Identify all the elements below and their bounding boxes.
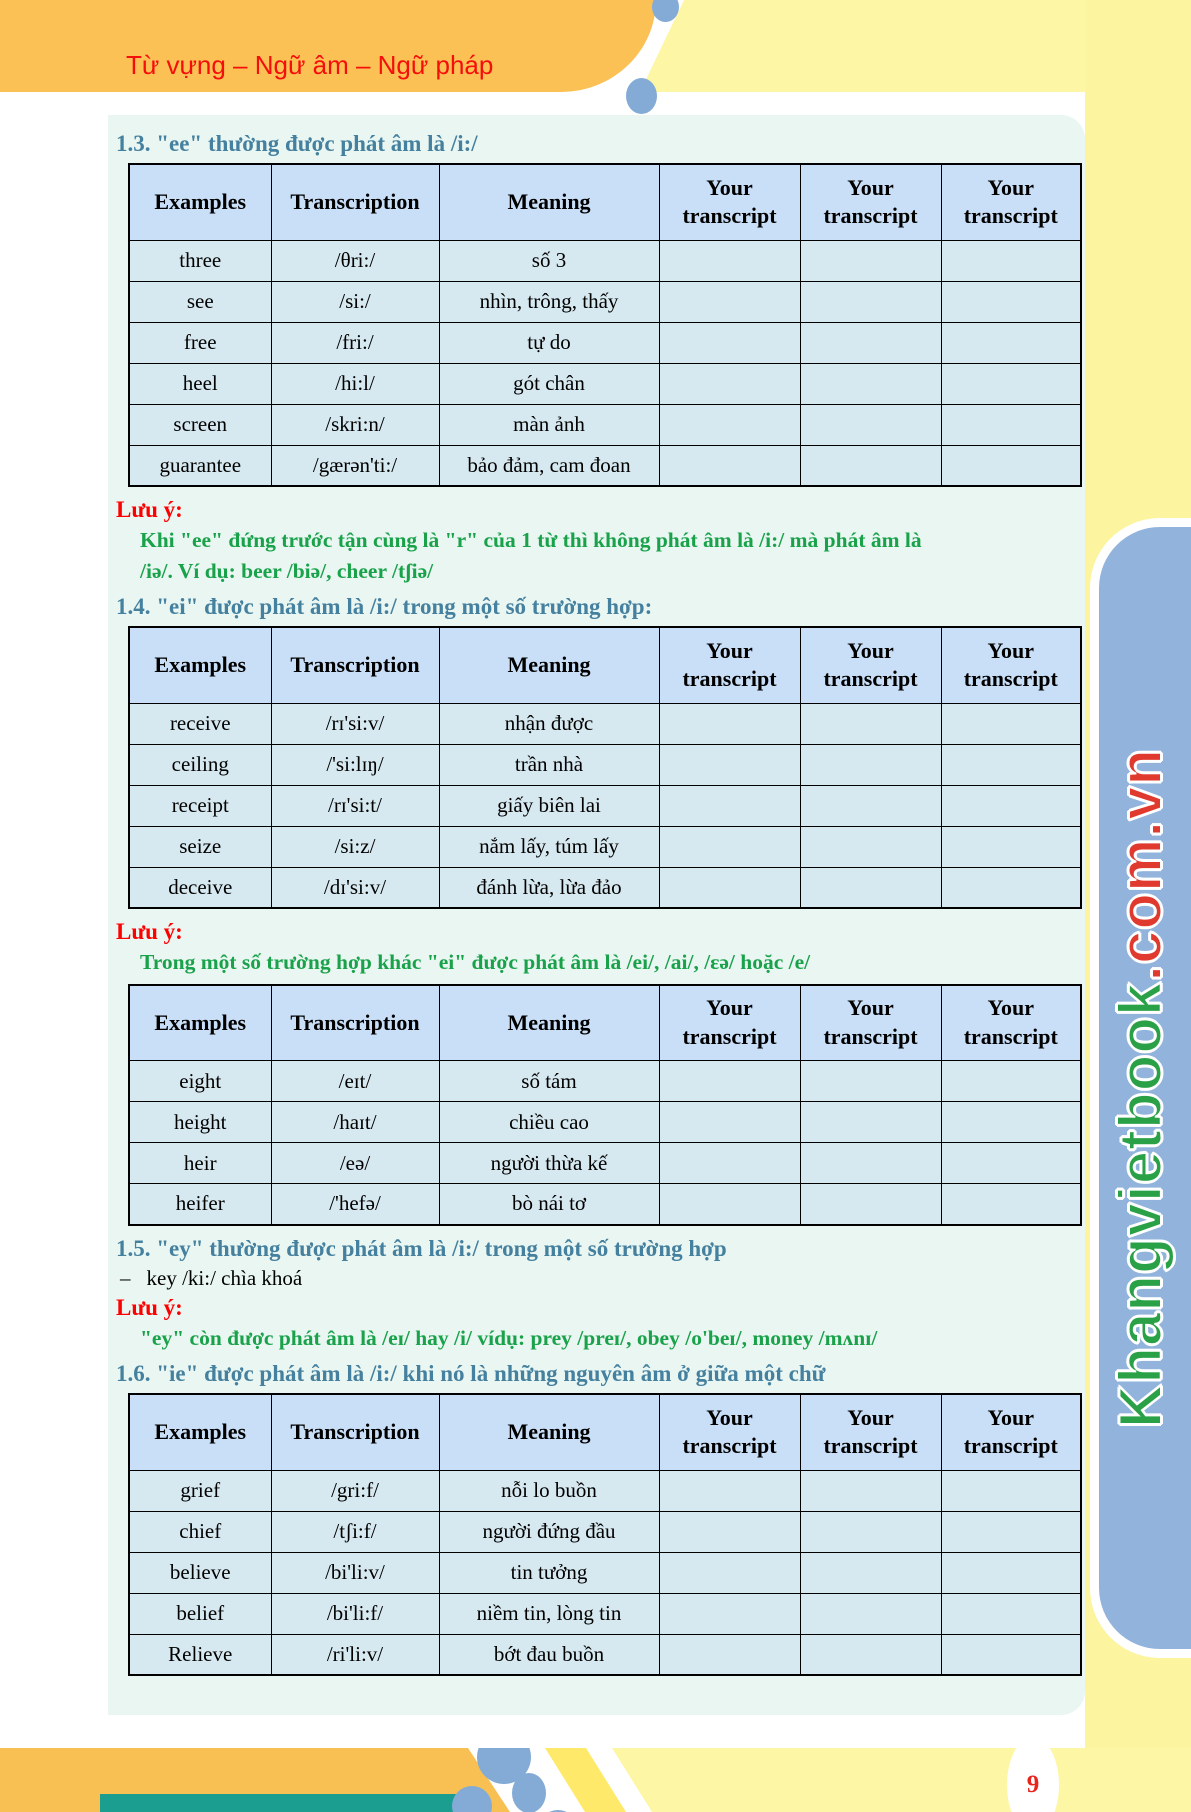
meaning-cell: nhìn, trông, thấy (439, 281, 659, 322)
your-transcript-line2: transcript (963, 1023, 1058, 1049)
table-header-row (129, 985, 1081, 1061)
your-transcript-cell (659, 240, 800, 281)
table-row (129, 404, 1081, 445)
bullet-text: key /ki:/ chìa khoá (146, 1265, 303, 1290)
example-cell: Relieve (129, 1634, 271, 1675)
your-transcript-cell (800, 1102, 941, 1143)
watermark-brand: Khangvietbook (1107, 981, 1174, 1429)
transcription-cell: /bi'li:f/ (271, 1593, 439, 1634)
transcription-cell: /bi'li:v/ (271, 1552, 439, 1593)
example-cell: believe (129, 1552, 271, 1593)
your-transcript-cell (800, 1143, 941, 1184)
transcription-cell: /si:/ (271, 281, 439, 322)
meaning-cell: nắm lấy, túm lấy (439, 826, 659, 867)
your-transcript-header-cell (941, 164, 1081, 240)
meaning-cell: bớt đau buồn (439, 1634, 659, 1675)
your-transcript-cell (941, 1184, 1081, 1225)
vocab-table (128, 626, 1082, 909)
meaning-header-cell: Meaning (439, 627, 659, 703)
example-cell: heifer (129, 1184, 271, 1225)
your-transcript-cell (800, 1470, 941, 1511)
your-transcript-cell (941, 867, 1081, 908)
watermark-text (1098, 548, 1184, 1628)
your-transcript-header-cell (800, 164, 941, 240)
transcription-cell: /dɪ'si:v/ (271, 867, 439, 908)
your-transcript-header-cell (941, 627, 1081, 703)
your-transcript-cell (800, 1061, 941, 1102)
page-title: Từ vựng – Ngữ âm – Ngữ pháp (126, 50, 494, 80)
table-row (129, 785, 1081, 826)
meaning-cell: người thừa kế (439, 1143, 659, 1184)
note-text: "ey" còn được phát âm là /eɪ/ hay /i/ vídụ: prey /preɪ/, obey /o'beɪ/, money /mʌnɪ/ (140, 1325, 878, 1350)
your-transcript-header-cell (800, 627, 941, 703)
your-transcript-line1: Your (987, 1404, 1034, 1430)
vocab-table (128, 1393, 1082, 1676)
your-transcript-line2: transcript (823, 203, 918, 229)
examples-header-cell: Examples (129, 627, 271, 703)
vocab-table (128, 984, 1082, 1226)
note-block (116, 497, 1085, 586)
example-cell: eight (129, 1061, 271, 1102)
transcription-cell: /eə/ (271, 1143, 439, 1184)
your-transcript-cell (659, 1552, 800, 1593)
your-transcript-header-cell (659, 985, 800, 1061)
your-transcript-cell (659, 1634, 800, 1675)
your-transcript-cell (659, 1061, 800, 1102)
your-transcript-cell (941, 744, 1081, 785)
transcription-cell: /fri:/ (271, 322, 439, 363)
table-row (129, 363, 1081, 404)
your-transcript-line2: transcript (963, 1433, 1058, 1459)
your-transcript-cell (659, 785, 800, 826)
meaning-cell: bảo đảm, cam đoan (439, 445, 659, 486)
table-row (129, 322, 1081, 363)
transcription-cell: /eɪt/ (271, 1061, 439, 1102)
table-row (129, 281, 1081, 322)
table-header-row (129, 164, 1081, 240)
your-transcript-cell (941, 240, 1081, 281)
your-transcript-line1: Your (706, 174, 753, 200)
your-transcript-cell (800, 1552, 941, 1593)
meaning-cell: gót chân (439, 363, 659, 404)
meaning-cell: tự do (439, 322, 659, 363)
meaning-cell: trần nhà (439, 744, 659, 785)
content-panel (108, 115, 1085, 1715)
note-label: Lưu ý: (116, 919, 183, 945)
section-heading: 1.3. "ee" thường được phát âm là /i:/ (116, 131, 478, 156)
bullet-dash: – (120, 1265, 131, 1290)
page-number: 9 (1026, 1771, 1040, 1798)
your-transcript-cell (659, 445, 800, 486)
meaning-cell: tin tưởng (439, 1552, 659, 1593)
note-block (116, 919, 1085, 978)
example-cell: deceive (129, 867, 271, 908)
your-transcript-cell (800, 363, 941, 404)
your-transcript-cell (941, 404, 1081, 445)
vocab-table (128, 163, 1082, 487)
your-transcript-header-cell (659, 627, 800, 703)
transcription-header-cell: Transcription (271, 985, 439, 1061)
transcription-cell: /si:z/ (271, 826, 439, 867)
your-transcript-cell (800, 1184, 941, 1225)
transcription-cell: /rɪ'si:v/ (271, 703, 439, 744)
bullet-line (120, 1266, 1085, 1291)
your-transcript-line1: Your (706, 995, 753, 1021)
your-transcript-header-cell (941, 985, 1081, 1061)
table-row (129, 1634, 1081, 1675)
transcription-cell: /skri:n/ (271, 404, 439, 445)
your-transcript-header-cell (800, 985, 941, 1061)
your-transcript-cell (941, 1511, 1081, 1552)
your-transcript-cell (941, 1593, 1081, 1634)
table-row (129, 744, 1081, 785)
transcription-cell: /gærən'ti:/ (271, 445, 439, 486)
your-transcript-cell (941, 1470, 1081, 1511)
your-transcript-cell (941, 826, 1081, 867)
meaning-header-cell: Meaning (439, 164, 659, 240)
your-transcript-cell (659, 281, 800, 322)
example-cell: heel (129, 363, 271, 404)
table-row (129, 1061, 1081, 1102)
example-cell: seize (129, 826, 271, 867)
your-transcript-cell (941, 363, 1081, 404)
your-transcript-header-cell (659, 164, 800, 240)
your-transcript-line2: transcript (963, 666, 1058, 692)
table-header-row (129, 1394, 1081, 1470)
your-transcript-cell (941, 1061, 1081, 1102)
example-cell: belief (129, 1593, 271, 1634)
example-cell: grief (129, 1470, 271, 1511)
meaning-cell: nhận được (439, 703, 659, 744)
your-transcript-cell (941, 703, 1081, 744)
example-cell: guarantee (129, 445, 271, 486)
example-cell: three (129, 240, 271, 281)
meaning-cell: số tám (439, 1061, 659, 1102)
your-transcript-cell (659, 826, 800, 867)
your-transcript-line1: Your (987, 174, 1034, 200)
teal-bar-decoration (100, 1794, 458, 1812)
your-transcript-line1: Your (706, 637, 753, 663)
your-transcript-cell (800, 1634, 941, 1675)
circle-decoration-icon (626, 78, 657, 114)
transcription-cell: /ri'li:v/ (271, 1634, 439, 1675)
your-transcript-cell (659, 1470, 800, 1511)
table-row (129, 1593, 1081, 1634)
your-transcript-cell (800, 826, 941, 867)
example-cell: heir (129, 1143, 271, 1184)
your-transcript-line1: Your (847, 1404, 894, 1430)
example-cell: see (129, 281, 271, 322)
meaning-cell: bò nái tơ (439, 1184, 659, 1225)
your-transcript-cell (800, 322, 941, 363)
meaning-cell: đánh lừa, lừa đảo (439, 867, 659, 908)
section-heading: 1.4. "ei" được phát âm là /i:/ trong một số trường hợp: (116, 594, 653, 620)
your-transcript-cell (659, 744, 800, 785)
your-transcript-line1: Your (706, 1404, 753, 1430)
your-transcript-cell (941, 785, 1081, 826)
meaning-cell: chiều cao (439, 1102, 659, 1143)
note-label: Lưu ý: (116, 497, 183, 522)
your-transcript-line2: transcript (682, 203, 777, 229)
your-transcript-cell (659, 363, 800, 404)
table-row (129, 1511, 1081, 1552)
your-transcript-cell (941, 281, 1081, 322)
transcription-cell: /tʃi:f/ (271, 1511, 439, 1552)
your-transcript-cell (659, 1102, 800, 1143)
your-transcript-cell (941, 1102, 1081, 1143)
your-transcript-cell (941, 1143, 1081, 1184)
meaning-cell: giấy biên lai (439, 785, 659, 826)
your-transcript-line2: transcript (823, 1023, 918, 1049)
table-row (129, 1552, 1081, 1593)
transcription-header-cell: Transcription (271, 627, 439, 703)
example-cell: screen (129, 404, 271, 445)
transcription-header-cell: Transcription (271, 1394, 439, 1470)
your-transcript-line1: Your (847, 995, 894, 1021)
your-transcript-cell (659, 404, 800, 445)
note-text: /iə/. Ví dụ: beer /biə/, cheer /tʃiə/ (140, 558, 434, 583)
note-text: Trong một số trường hợp khác "ei" được phát âm là /ei/, /ai/, /ɛə/ hoặc /e/ (140, 950, 811, 975)
your-transcript-line1: Your (847, 174, 894, 200)
your-transcript-line2: transcript (682, 1023, 777, 1049)
your-transcript-header-cell (941, 1394, 1081, 1470)
circle-decoration-icon (652, 0, 679, 22)
table-row (129, 445, 1081, 486)
your-transcript-cell (941, 445, 1081, 486)
table-row (129, 1143, 1081, 1184)
your-transcript-cell (941, 322, 1081, 363)
meaning-header-cell: Meaning (439, 1394, 659, 1470)
your-transcript-line1: Your (987, 995, 1034, 1021)
your-transcript-cell (800, 744, 941, 785)
meaning-cell: số 3 (439, 240, 659, 281)
your-transcript-cell (659, 322, 800, 363)
your-transcript-cell (659, 1511, 800, 1552)
table-row (129, 703, 1081, 744)
meaning-cell: nỗi lo buồn (439, 1470, 659, 1511)
your-transcript-cell (800, 785, 941, 826)
your-transcript-cell (800, 404, 941, 445)
examples-header-cell: Examples (129, 985, 271, 1061)
note-text: Khi "ee" đứng trước tận cùng là "r" của 1 từ thì không phát âm là /i:/ mà phát âm là (140, 528, 922, 552)
examples-header-cell: Examples (129, 1394, 271, 1470)
table-row (129, 867, 1081, 908)
your-transcript-cell (800, 1593, 941, 1634)
your-transcript-line1: Your (987, 637, 1034, 663)
example-cell: ceiling (129, 744, 271, 785)
transcription-cell: /θri:/ (271, 240, 439, 281)
transcription-cell: /haɪt/ (271, 1102, 439, 1143)
section-heading: 1.5. "ey" thường được phát âm là /i:/ trong một số trường hợp (116, 1235, 727, 1261)
circle-decoration-icon (512, 1773, 546, 1812)
your-transcript-cell (659, 867, 800, 908)
note-block (116, 1295, 1085, 1354)
your-transcript-cell (800, 240, 941, 281)
transcription-cell: /gri:f/ (271, 1470, 439, 1511)
your-transcript-cell (659, 703, 800, 744)
your-transcript-cell (659, 1184, 800, 1225)
example-cell: receive (129, 703, 271, 744)
example-cell: chief (129, 1511, 271, 1552)
meaning-cell: niềm tin, lòng tin (439, 1593, 659, 1634)
your-transcript-line2: transcript (682, 1433, 777, 1459)
your-transcript-cell (800, 281, 941, 322)
your-transcript-cell (800, 867, 941, 908)
example-cell: height (129, 1102, 271, 1143)
table-row (129, 1184, 1081, 1225)
examples-header-cell: Examples (129, 164, 271, 240)
table-row (129, 1470, 1081, 1511)
note-label: Lưu ý: (116, 1294, 183, 1320)
table-row (129, 1102, 1081, 1143)
table-row (129, 240, 1081, 281)
your-transcript-line2: transcript (682, 666, 777, 692)
table-header-row (129, 627, 1081, 703)
example-cell: receipt (129, 785, 271, 826)
your-transcript-line1: Your (847, 637, 894, 663)
transcription-cell: /'si:lɪŋ/ (271, 744, 439, 785)
meaning-header-cell: Meaning (439, 985, 659, 1061)
your-transcript-cell (941, 1552, 1081, 1593)
your-transcript-cell (800, 703, 941, 744)
your-transcript-cell (659, 1593, 800, 1634)
transcription-cell: /rɪ'si:t/ (271, 785, 439, 826)
your-transcript-header-cell (800, 1394, 941, 1470)
transcription-cell: /hi:l/ (271, 363, 439, 404)
meaning-cell: màn ảnh (439, 404, 659, 445)
your-transcript-header-cell (659, 1394, 800, 1470)
transcription-header-cell: Transcription (271, 164, 439, 240)
example-cell: free (129, 322, 271, 363)
your-transcript-cell (800, 1511, 941, 1552)
section-heading: 1.6. "ie" được phát âm là /i:/ khi nó là những nguyên âm ở giữa một chữ (116, 1361, 826, 1387)
table-row (129, 826, 1081, 867)
your-transcript-cell (800, 445, 941, 486)
your-transcript-line2: transcript (963, 203, 1058, 229)
your-transcript-line2: transcript (823, 1433, 918, 1459)
your-transcript-cell (941, 1634, 1081, 1675)
transcription-cell: /'hefə/ (271, 1184, 439, 1225)
your-transcript-cell (659, 1143, 800, 1184)
watermark-domain: .com.vn (1107, 747, 1174, 982)
meaning-cell: người đứng đầu (439, 1511, 659, 1552)
your-transcript-line2: transcript (823, 666, 918, 692)
